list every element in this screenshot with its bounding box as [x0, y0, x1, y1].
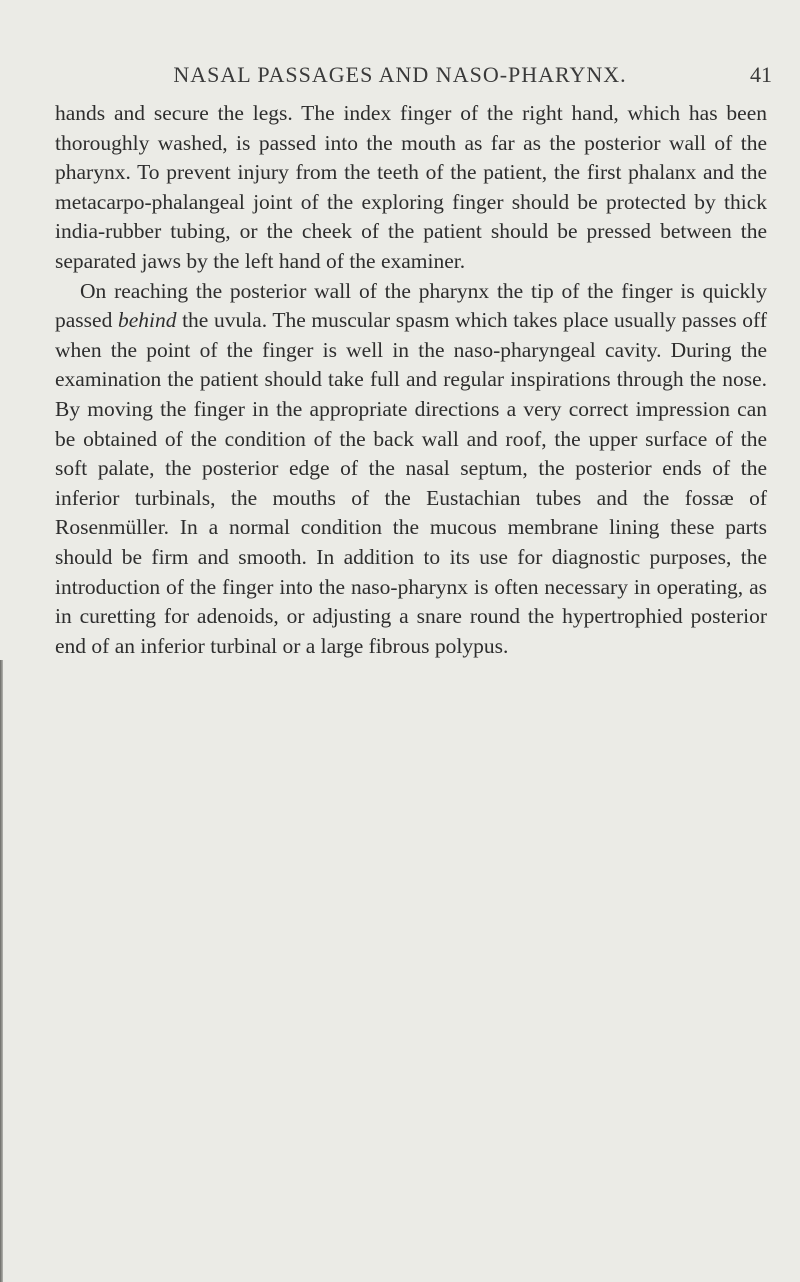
paragraph-text: hands and secure the legs. The index finger of the right hand, which has been thoroughly washed, is passed into the mouth as far as the posterior wall of the pharynx. To prevent injury from the teeth of the patient, the first phalanx and the metacarpo-phalangeal joint of the exploring finger should be protected by thick india-rubber tubing, or the cheek of the patient should be pressed between the separated jaws by the left hand of the examiner. [55, 101, 767, 273]
italic-emphasis: behind [117, 308, 177, 333]
paragraph-text: On reaching the posterior wall of the pharynx the tip of the finger is quickly passed [55, 278, 767, 333]
paragraph [55, 99, 767, 277]
page-number: 41 [750, 62, 772, 87]
paragraph-text: the uvula. The muscular spasm which takes place usually passes off when the point of the finger is well in the naso-pharyngeal cavity. During the examination the patient should take full and regular inspirations through the nose. By moving the finger in the appropriate directions a very correct impression can be obtained of the condition of the back wall and roof, the upper surface of the soft palate, the posterior edge of the nasal septum, the posterior ends of the inferior turbinals, the mouths of the Eustachian tubes and the fossæ of Rosenmüller. In a normal condition the mucous membrane lining these parts should be firm and smooth. In addition to its use for diagnostic purposes, the introduction of the finger into the naso-pharynx is often necessary in operating, as in curetting for adenoids, or adjusting a snare round the hypertrophied posterior end of an inferior turbinal or a large fibrous polypus. [55, 308, 767, 658]
running-head: NASAL PASSAGES AND NASO-PHARYNX. [173, 62, 627, 87]
paragraph [55, 277, 767, 662]
page-binding-edge [0, 660, 3, 1282]
body-text [55, 99, 767, 661]
